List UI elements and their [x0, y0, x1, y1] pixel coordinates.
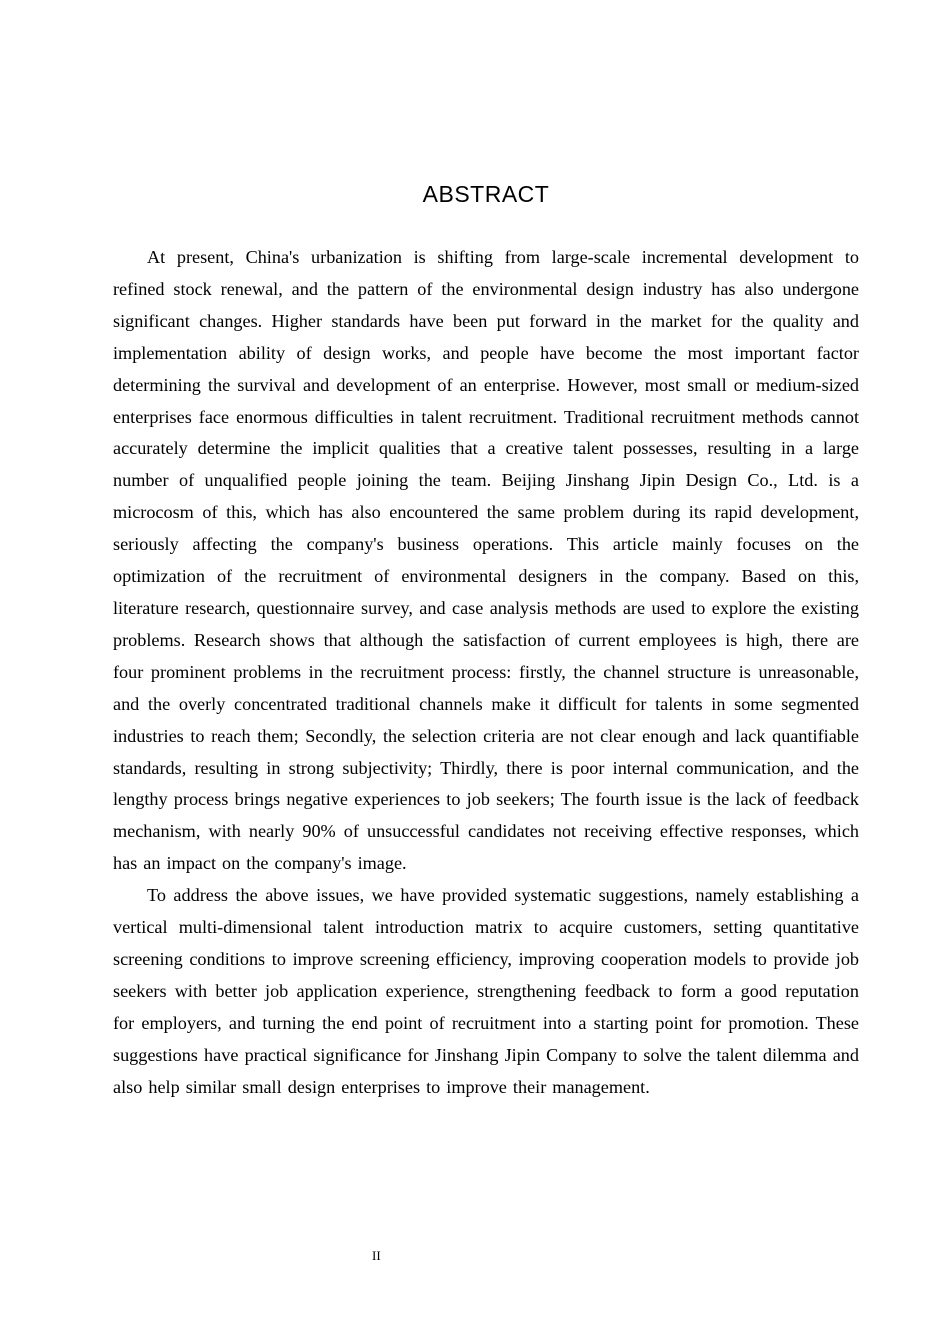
abstract-title: ABSTRACT [422, 181, 550, 207]
abstract-paragraph-1: At present, China's urbanization is shifting from large-scale incremental development to refined stock renewal, and the pattern of the environmental design industry has also undergone significant changes. Higher standards have been put forward in the market for the quality and implementation ability of design works, and people have become the most important factor determining the survival and development of an enterprise. However, most small or medium-sized enterprises face enormous difficulties in talent recruitment. Traditional recruitment methods cannot accurately determine the implicit qualities that a creative talent possesses, resulting in a large number of unqualified people joining the team. Beijing Jinshang Jipin Design Co., Ltd. is a microcosm of this, which has also encountered the same problem during its rapid development, seriously affecting the company's business operations. This article mainly focuses on the optimization of the recruitment of environmental designers in the company. Based on this, literature research, questionnaire survey, and case analysis methods are used to explore the existing problems. Research shows that although the satisfaction of current employees is high, there are four prominent problems in the recruitment process: firstly, the channel structure is unreasonable, and the overly concentrated traditional channels make it difficult for talents in some segmented industries to reach them; Secondly, the selection criteria are not clear enough and lack quantifiable standards, resulting in strong subjectivity; Thirdly, there is poor internal communication, and the lengthy process brings negative experiences to job seekers; The fourth issue is the lack of feedback mechanism, with nearly 90% of unsuccessful candidates not receiving effective responses, which has an impact on the company's image. [113, 247, 859, 874]
abstract-paragraph-2: To address the above issues, we have provided systematic suggestions, namely establishing a vertical multi-dimensional talent introduction matrix to acquire customers, setting quantitative screening conditions to improve screening efficiency, improving cooperation models to provide job seekers with better job application experience, strengthening feedback to form a good reputation for employers, and turning the end point of recruitment into a starting point for promotion. These suggestions have practical significance for Jinshang Jipin Company to solve the talent dilemma and also help similar small design enterprises to improve their management. [113, 885, 859, 1097]
abstract-body [113, 242, 859, 1103]
page-number: II [372, 1248, 381, 1263]
